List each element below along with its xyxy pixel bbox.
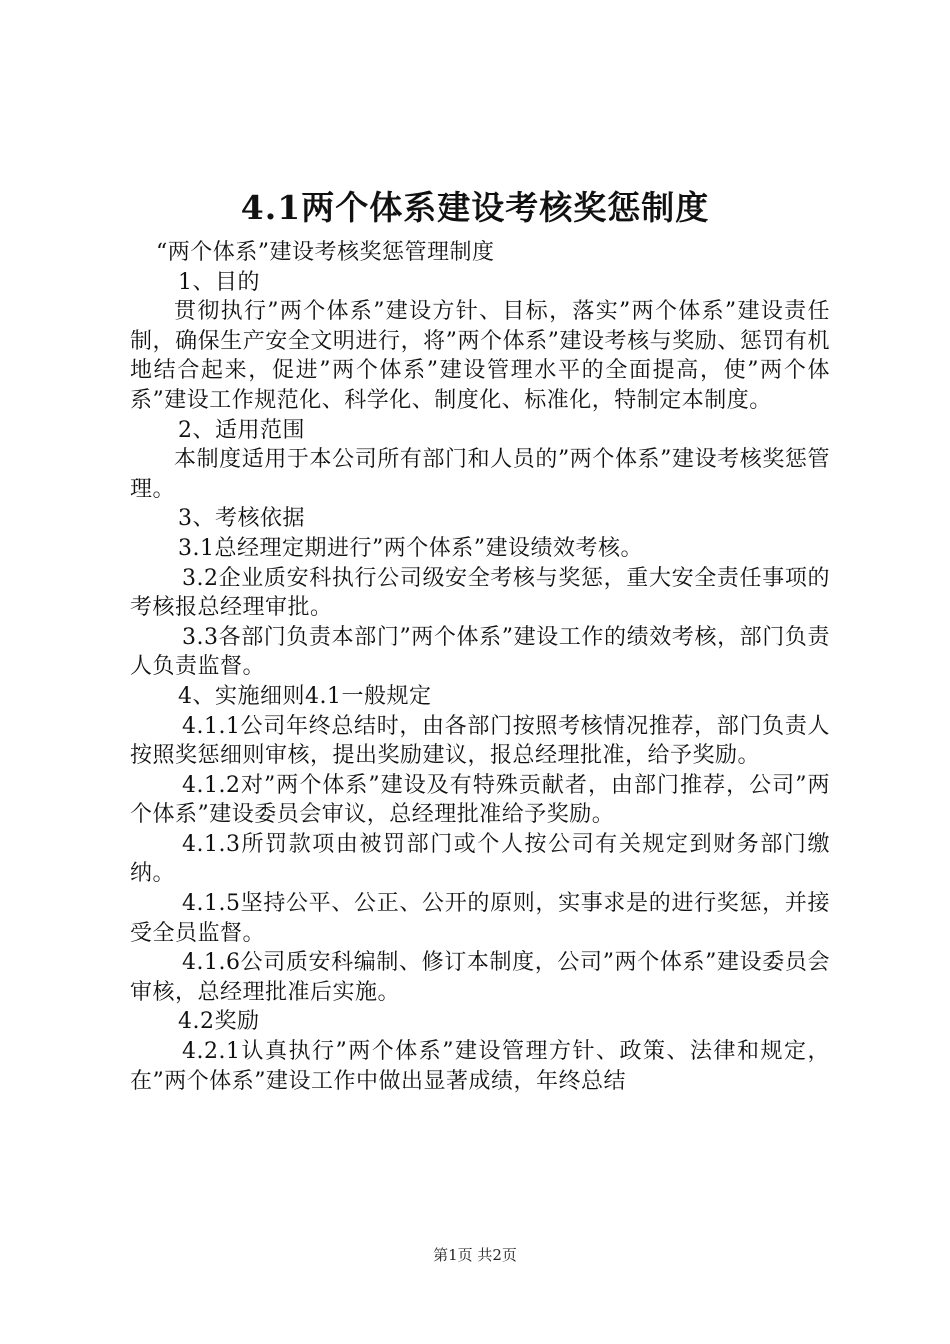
paragraph-purpose: 贯彻执行”两个体系”建设方针、目标，落实”两个体系”建设责任制，确保生产安全文明进行，将”两个体系”建设考核与奖励、惩罚有机地结合起来，促进”两个体系”建设管理水平的全面提高，使”两个体系”建设工作规范化、科学化、制度化、标准化，特制定本制度。 (130, 299, 830, 413)
paragraph-4-2-1: 4.2.1认真执行”两个体系”建设管理方针、政策、法律和规定，在”两个体系”建设工作中做出显著成绩，年终总结 (130, 1039, 830, 1094)
paragraph-3-2: 3.2企业质安科执行公司级安全考核与奖惩，重大安全责任事项的考核报总经理审批。 (130, 565, 830, 621)
section-heading-basis: 3、考核依据 (178, 506, 305, 532)
paragraph-4-1-1: 4.1.1公司年终总结时，由各部门按照考核情况推荐，部门负责人按照奖惩细则审核，提出奖励建议，报总经理批准，给予奖励。 (130, 713, 830, 769)
document-title: 4.1两个体系建设考核奖惩制度 (240, 188, 710, 227)
section-heading-rules: 4、实施细则4.1一般规定 (178, 683, 432, 709)
paragraph-4-1-2: 4.1.2对”两个体系”建设及有特殊贡献者，由部门推荐，公司”两个体系”建设委员会审议，总经理批准给予奖励。 (130, 772, 830, 828)
section-heading-purpose: 1、目的 (178, 269, 260, 295)
paragraph-3-3: 3.3各部门负责本部门”两个体系”建设工作的绩效考核，部门负责人负责监督。 (130, 624, 830, 680)
paragraph-subtitle: “两个体系”建设考核奖惩管理制度 (156, 240, 495, 265)
page-footer: 第1页 共2页 (433, 1246, 517, 1264)
section-heading-rewards: 4.2奖励 (178, 1009, 260, 1035)
paragraph-4-1-5: 4.1.5坚持公平、公正、公开的原则，实事求是的进行奖惩，并接受全员监督。 (130, 891, 830, 946)
paragraph-scope: 本制度适用于本公司所有部门和人员的”两个体系”建设考核奖惩管理。 (130, 447, 830, 502)
document-body (130, 238, 830, 1096)
section-heading-scope: 2、适用范围 (178, 417, 305, 443)
paragraph-4-1-3: 4.1.3所罚款项由被罚部门或个人按公司有关规定到财务部门缴纳。 (130, 831, 830, 887)
paragraph-3-1: 3.1总经理定期进行”两个体系”建设绩效考核。 (178, 535, 643, 561)
paragraph-4-1-6: 4.1.6公司质安科编制、修订本制度，公司”两个体系”建设委员会审核，总经理批准后实施。 (130, 950, 830, 1005)
